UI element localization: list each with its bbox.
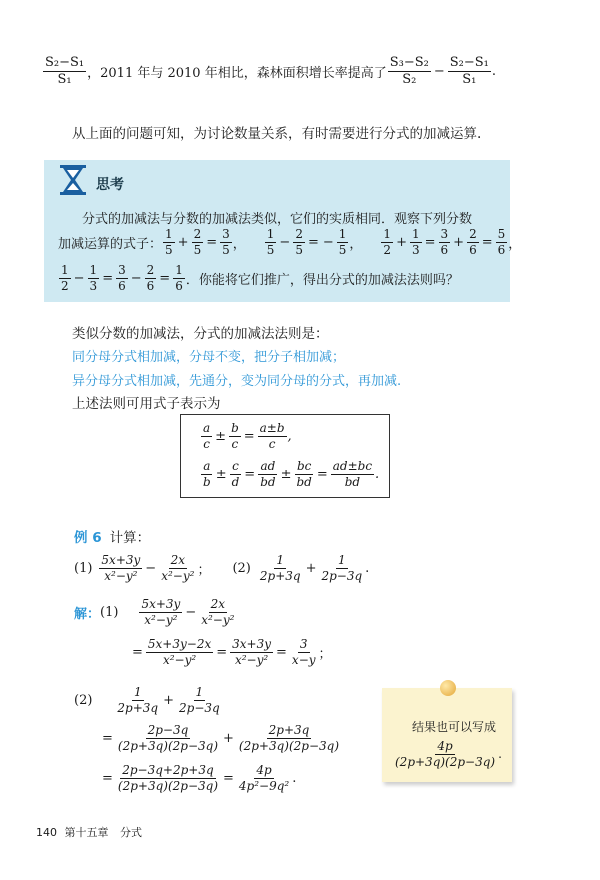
n: 2: [146, 263, 155, 277]
eq: =: [316, 466, 328, 482]
eq: =: [223, 770, 234, 786]
eq: =: [102, 270, 114, 286]
numerator: S₃−S₂: [389, 55, 429, 70]
n: 1: [89, 263, 98, 277]
n: a±b: [259, 421, 285, 435]
problem-2-label: (2): [232, 560, 251, 576]
d: 6: [469, 242, 477, 257]
n: 3: [222, 227, 230, 241]
plus: +: [453, 234, 465, 250]
think-title: 思考: [96, 177, 124, 193]
frac-3-5: [220, 228, 232, 256]
d: x²−y²: [234, 652, 269, 667]
n: c: [232, 459, 239, 473]
hourglass-icon: [58, 164, 88, 200]
semicolon: ；: [197, 562, 211, 578]
n: 2: [469, 227, 477, 241]
n: 1: [383, 227, 392, 241]
period: .: [498, 747, 502, 762]
plus: +: [305, 560, 317, 576]
comma: ，: [349, 236, 363, 252]
d: 2: [383, 242, 392, 257]
d: 3: [89, 278, 98, 293]
n: 1: [61, 263, 69, 277]
think-examples-line-2: [58, 264, 459, 292]
rule-same-denominator: 同分母分式相加减，分母不变，把分子相加减；: [72, 350, 346, 365]
n: 3x+3y: [232, 637, 272, 651]
eq: =: [102, 770, 113, 786]
example-label: 例 6: [74, 530, 102, 546]
frac-apmb-c: [258, 422, 287, 450]
problem-1-label: (1): [74, 560, 93, 576]
solution-2-line-3: [100, 764, 296, 792]
n: 2: [295, 227, 303, 241]
frac-3-6b: [116, 264, 128, 292]
solution-1-line-1: [74, 598, 237, 626]
d: 5: [295, 242, 303, 257]
frac-2x-x2y2-s: [199, 598, 236, 626]
n: ad±bc: [332, 459, 373, 473]
n: 1: [337, 553, 346, 567]
d: (2p+3q)(2p−3q): [395, 754, 496, 769]
think-paragraph-1: 分式的加减法与分数的加减法类似，它们的实质相同．观察下列分数: [82, 212, 473, 227]
pushpin-icon: [440, 680, 456, 696]
numerator: S₂−S₁: [449, 55, 489, 70]
fraction-s2-minus-s1: [43, 56, 86, 86]
think-question: ．你能将它们推广，得出分式的加减法法则吗？: [185, 272, 459, 288]
frac-1-5c: [337, 228, 349, 256]
example-heading: [74, 526, 150, 546]
n: 1: [338, 227, 347, 241]
d: 5: [222, 242, 230, 257]
n: 4p: [256, 763, 272, 777]
frac-1-6: [173, 264, 185, 292]
minus-sign: −: [433, 63, 445, 79]
n: 1: [266, 227, 275, 241]
frac-sum-prod: [116, 764, 220, 792]
frac-a-b: [201, 460, 213, 488]
rules-lead: 类似分数的加减法，分式的加减法法则是：: [72, 326, 329, 342]
period: .: [365, 560, 370, 576]
note-text: 结果也可以写成: [412, 720, 497, 734]
frac-1-2p3q: [258, 554, 303, 582]
growth-text: ，2011 年与 2010 年相比，森林面积增长率提高了: [87, 65, 387, 81]
d: 2p+3q: [117, 700, 159, 715]
frac-3-6: [439, 228, 451, 256]
frac-3x3y: [230, 638, 273, 666]
frac-1-2b: [59, 264, 71, 292]
minus: −: [185, 604, 197, 620]
minus: −: [73, 270, 85, 286]
n: 1: [195, 685, 204, 699]
formula-same-denominator: [200, 422, 292, 450]
eq: =: [216, 644, 228, 660]
n: 5: [497, 227, 506, 241]
d: 6: [175, 278, 183, 293]
d: bd: [260, 474, 276, 489]
frac-1-3: [410, 228, 422, 256]
frac-4p-prod: [393, 740, 497, 768]
n: 4p: [437, 739, 453, 753]
frac-2-6: [467, 228, 479, 256]
comma: ，: [508, 236, 522, 252]
eq: =: [243, 428, 255, 444]
page-footer: [36, 824, 142, 840]
d: x²−y²: [162, 652, 197, 667]
eq: =: [102, 730, 113, 746]
n: 5x+3y−2x: [147, 637, 212, 651]
n: 2x: [170, 553, 186, 567]
chapter-title: 分式: [120, 826, 142, 839]
d: x²−y²: [201, 612, 235, 627]
neg: −: [322, 234, 334, 250]
d: 6: [146, 278, 155, 293]
frac-1-5: [163, 228, 175, 256]
n: 1: [133, 685, 142, 699]
frac-2x-x2y2: [159, 554, 196, 582]
plus: +: [177, 234, 189, 250]
d: d: [231, 474, 240, 489]
d: x²−y²: [144, 612, 178, 627]
n: 2p+3q: [268, 723, 310, 737]
d: 4p²−9q²: [238, 778, 290, 793]
denominator: S₂: [402, 71, 417, 87]
eq: =: [244, 466, 256, 482]
minus: −: [279, 234, 291, 250]
intro-paragraph: 从上面的问题可知，为讨论数量关系，有时需要进行分式的加减运算.: [72, 126, 482, 142]
d: 6: [497, 242, 506, 257]
n: 3: [440, 227, 449, 241]
solution-1-label: (1): [100, 604, 119, 620]
d: 5: [266, 242, 275, 257]
chapter-label: 第十五章: [64, 826, 109, 839]
example-problem-1: [74, 554, 369, 582]
eq: =: [424, 234, 436, 250]
frac-4p-den: [237, 764, 291, 792]
n: bc: [296, 459, 312, 473]
plus-minus: ±: [215, 466, 227, 482]
n: 1: [411, 227, 420, 241]
n: 2: [193, 227, 202, 241]
frac-1-2pm3q-s: [177, 686, 222, 714]
eq: =: [307, 234, 319, 250]
d: bd: [344, 474, 361, 489]
frac-5x3y-x2y2: [99, 554, 142, 582]
frac-2pm3q-prod: [116, 724, 220, 752]
n: 1: [276, 553, 285, 567]
period: .: [491, 63, 497, 79]
frac-b-c: [229, 422, 241, 450]
frac-combined: [146, 638, 213, 666]
n: 3: [118, 263, 126, 277]
frac-2-5: [192, 228, 204, 256]
d: b: [203, 474, 211, 489]
d: x−y: [291, 652, 316, 667]
n: 5x+3y: [141, 597, 181, 611]
d: 5: [338, 242, 347, 257]
note-fraction: [392, 740, 502, 768]
think-lead: 加减运算的式子：: [58, 236, 163, 252]
d: c: [231, 436, 239, 451]
d: 2: [61, 278, 69, 293]
period: .: [375, 466, 380, 482]
think-examples-line-1: [58, 228, 521, 256]
d: (2p+3q)(2p−3q): [238, 738, 340, 753]
d: 2p−3q: [321, 568, 363, 583]
rules-tail: 上述法则可用式子表示为: [72, 396, 221, 412]
fraction-s2-minus-s1-b: [448, 56, 491, 86]
frac-5x3y-x2y2-s: [139, 598, 182, 626]
minus: −: [145, 560, 157, 576]
plus: +: [163, 692, 175, 708]
solution-1-line-2: [130, 638, 332, 666]
eq: =: [159, 270, 171, 286]
plus: +: [223, 730, 234, 746]
eq: =: [206, 234, 218, 250]
frac-1-2pm3q: [319, 554, 364, 582]
d: x²−y²: [161, 568, 195, 583]
frac-1-5b: [265, 228, 277, 256]
growth-rate-line: [42, 56, 496, 86]
frac-c-d: [230, 460, 242, 488]
frac-adpmbc-bd: [331, 460, 374, 488]
plus: +: [396, 234, 407, 250]
n: 1: [165, 227, 173, 241]
frac-1-2: [381, 228, 393, 256]
semicolon: ；: [318, 646, 332, 662]
d: 6: [440, 242, 449, 257]
d: 2p−3q: [179, 700, 220, 715]
n: 5x+3y: [101, 553, 141, 567]
plus-minus: ±: [215, 428, 227, 444]
eq: =: [132, 644, 143, 660]
comma: ，: [232, 236, 246, 252]
n: b: [231, 421, 239, 435]
example-task: 计算：: [109, 530, 151, 546]
d: 5: [193, 242, 202, 257]
d: 2p+3q: [259, 568, 301, 583]
n: 2x: [210, 597, 226, 611]
formula-different-denominator: [200, 460, 379, 488]
n: 2p−3q: [147, 723, 189, 737]
d: 6: [118, 278, 126, 293]
frac-5-6: [496, 228, 508, 256]
frac-ad-bd: [258, 460, 277, 488]
solution-2-line-2: [100, 724, 342, 752]
frac-bc-bd: [294, 460, 313, 488]
frac-3-xmy: [290, 638, 318, 666]
comma: ,: [287, 428, 292, 444]
d: (2p+3q)(2p−3q): [117, 778, 219, 793]
frac-1-2p3q-s: [115, 686, 160, 714]
n: a: [203, 421, 211, 435]
plus-minus: ±: [280, 466, 292, 482]
d: 5: [165, 242, 173, 257]
denominator: S₁: [57, 71, 72, 87]
n: 2p−3q+2p+3q: [122, 763, 214, 777]
solution-label: 解：: [74, 606, 101, 622]
solution-2-line-1: [74, 686, 223, 714]
n: ad: [260, 459, 276, 473]
period: .: [292, 770, 297, 786]
n: a: [203, 459, 211, 473]
d: x²−y²: [104, 568, 138, 583]
frac-2p3q-prod: [237, 724, 341, 752]
rule-different-denominator: 异分母分式相加减，先通分，变为同分母的分式，再加减.: [72, 374, 402, 389]
d: 3: [411, 242, 420, 257]
d: c: [203, 436, 210, 451]
d: c: [268, 436, 276, 451]
frac-2-6b: [145, 264, 157, 292]
page-number: 140: [36, 826, 57, 839]
frac-1-3b: [88, 264, 100, 292]
eq: =: [276, 644, 287, 660]
denominator: S₁: [462, 71, 477, 87]
frac-a-c: [201, 422, 212, 450]
minus: −: [130, 270, 142, 286]
frac-2-5b: [293, 228, 305, 256]
n: 1: [175, 263, 183, 277]
solution-2-label: (2): [74, 692, 93, 708]
fraction-s3-minus-s2: [388, 56, 431, 86]
n: 3: [299, 637, 308, 651]
d: (2p+3q)(2p−3q): [117, 738, 219, 753]
eq: =: [481, 234, 493, 250]
numerator: S₂−S₁: [45, 55, 85, 70]
d: bd: [296, 474, 312, 489]
